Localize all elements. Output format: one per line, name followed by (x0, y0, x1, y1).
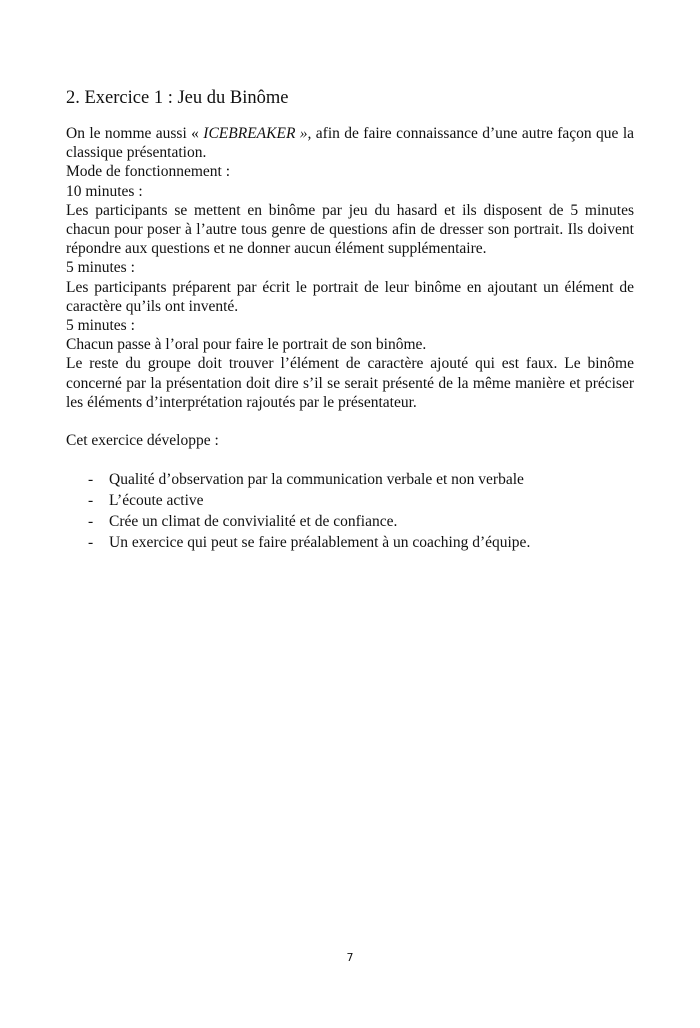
list-item-text: L’écoute active (109, 492, 204, 510)
blank-line (66, 412, 634, 431)
list-item (66, 490, 634, 511)
list-item-text: Crée un climat de convivialité et de confiance. (109, 513, 398, 531)
page-number: 7 (346, 951, 354, 964)
intro-text-before: On le nomme aussi « (66, 125, 204, 142)
list-item (66, 511, 634, 532)
step-2-duration: 5 minutes : (66, 259, 135, 277)
list-item (66, 469, 634, 490)
list-item (66, 532, 634, 553)
list-item-text: Qualité d’observation par la communication verbale et non verbale (109, 471, 524, 489)
step-3-text: Chacun passe à l’oral pour faire le portrait de son binôme. (66, 336, 427, 354)
section-heading: 2. Exercice 1 : Jeu du Binôme (66, 88, 289, 108)
intro-text-after: afin de faire connaissance d’une autre façon que la classique présentation. (66, 125, 635, 162)
mode-label: Mode de fonctionnement : (66, 163, 230, 181)
step-1-text: Les participants se mettent en binôme par jeu du hasard et ils disposent de 5 minutes chacun pour poser à l’autre tous genre de questions afin de dresser son portrait. Ils doivent répondre aux questions et ne donner aucun élément supplémentaire. (66, 201, 634, 258)
closing-paragraph: Le reste du groupe doit trouver l’élément de caractère ajouté qui est faux. Le binôme concerné par la présentation doit dire s’il se serait présenté de la même manière et préciser les éléments d’interprétation rajoutés par le présentateur. (66, 355, 634, 411)
develops-label: Cet exercice développe : (66, 432, 219, 450)
blank-line (66, 450, 634, 469)
document-body (66, 86, 634, 553)
step-3-duration: 5 minutes : (66, 317, 135, 335)
step-1-duration: 10 minutes : (66, 182, 143, 200)
list-item-text: Un exercice qui peut se faire préalablement à un coaching d’équipe. (109, 534, 531, 552)
skills-list (66, 469, 634, 553)
icebreaker-term: ICEBREAKER », (203, 125, 312, 142)
intro-paragraph (66, 124, 634, 162)
step-2-text: Les participants préparent par écrit le portrait de leur binôme en ajoutant un élément de caractère qu’ils ont inventé. (66, 278, 634, 315)
bullet-dash: - (88, 492, 94, 510)
bullet-dash: - (88, 513, 94, 531)
bullet-dash: - (88, 534, 94, 552)
bullet-dash: - (88, 471, 94, 489)
